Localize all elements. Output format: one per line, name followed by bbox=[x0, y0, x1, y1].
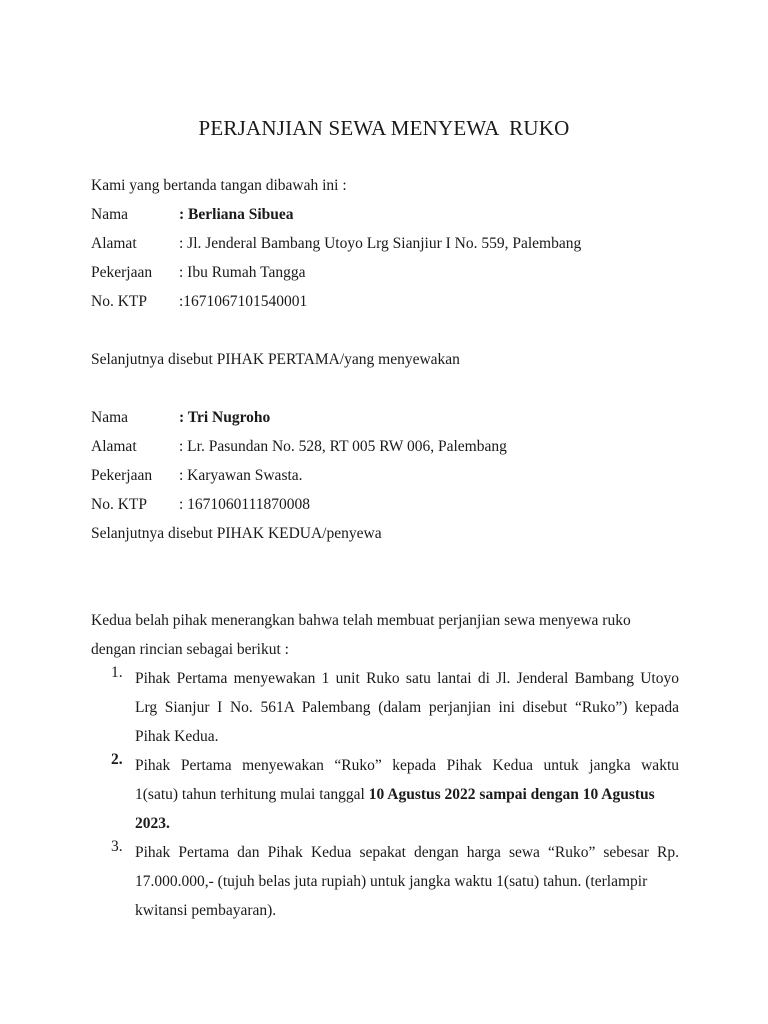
party1-name-label: Nama bbox=[91, 206, 129, 223]
party2-ktp-label: No. KTP bbox=[91, 496, 147, 513]
party2-address-label: Alamat bbox=[91, 438, 137, 455]
list-item-text bbox=[135, 664, 679, 751]
party1-address-value: : Jl. Jenderal Bambang Utoyo Lrg Sianjiur I No. 559, Palembang bbox=[179, 235, 582, 252]
party2-name-label: Nama bbox=[91, 409, 129, 426]
party1-designation: Selanjutnya disebut PIHAK PERTAMA/yang menyewakan bbox=[91, 351, 460, 368]
list-item-line: Pihak Pertama menyewakan “Ruko” kepada Pihak Kedua untuk jangka waktu bbox=[135, 757, 679, 774]
statement-paragraph bbox=[91, 606, 679, 664]
party1-ktp-label: No. KTP bbox=[91, 293, 147, 310]
statement-line: dengan rincian sebagai berikut : bbox=[91, 641, 289, 658]
statement-line: Kedua belah pihak menerangkan bahwa telah membuat perjanjian sewa menyewa ruko bbox=[91, 612, 631, 629]
list-item-line: 17.000.000,- (tujuh belas juta rupiah) untuk jangka waktu 1(satu) tahun. (terlampir bbox=[135, 873, 648, 890]
list-item-text bbox=[135, 751, 679, 838]
list-item-line: Pihak Kedua. bbox=[135, 728, 219, 745]
list-item-line: kwitansi pembayaran). bbox=[135, 902, 277, 919]
rental-period-lead: 1(satu) tahun terhitung mulai tanggal bbox=[135, 786, 369, 803]
rental-period-end-year: 2023. bbox=[135, 815, 170, 832]
party2-job-label: Pekerjaan bbox=[91, 467, 153, 484]
party1-address-label: Alamat bbox=[91, 235, 137, 252]
list-item-text bbox=[135, 838, 679, 925]
list-item-number: 1. bbox=[111, 664, 123, 681]
document-title: PERJANJIAN SEWA MENYEWA RUKO bbox=[198, 116, 570, 140]
party2-job-value: : Karyawan Swasta. bbox=[179, 467, 303, 484]
list-item-number: 2. bbox=[111, 751, 123, 768]
party2-ktp-value: : 1671060111870008 bbox=[179, 496, 311, 513]
intro-text: Kami yang bertanda tangan dibawah ini : bbox=[91, 177, 347, 194]
list-item-number: 3. bbox=[111, 838, 123, 855]
party2-name-value: : Tri Nugroho bbox=[179, 409, 271, 426]
party2-designation: Selanjutnya disebut PIHAK KEDUA/penyewa bbox=[91, 525, 382, 542]
list-item-line: Pihak Pertama dan Pihak Kedua sepakat dengan harga sewa “Ruko” sebesar Rp. bbox=[135, 844, 679, 861]
list-item-line: Lrg Sianjur I No. 561A Palembang (dalam perjanjian ini disebut “Ruko”) kepada bbox=[135, 699, 679, 716]
party1-job-label: Pekerjaan bbox=[91, 264, 153, 281]
party1-ktp-value: :1671067101540001 bbox=[179, 293, 308, 310]
list-item-line bbox=[135, 780, 679, 809]
rental-period-dates: 10 Agustus 2022 sampai dengan 10 Agustus bbox=[368, 786, 655, 803]
list-item-line: Pihak Pertama menyewakan 1 unit Ruko satu lantai di Jl. Jenderal Bambang Utoyo bbox=[135, 670, 679, 687]
party1-name-value: : Berliana Sibuea bbox=[179, 206, 294, 223]
party1-job-value: : Ibu Rumah Tangga bbox=[179, 264, 306, 281]
party2-address-value: : Lr. Pasundan No. 528, RT 005 RW 006, Palembang bbox=[179, 438, 507, 455]
